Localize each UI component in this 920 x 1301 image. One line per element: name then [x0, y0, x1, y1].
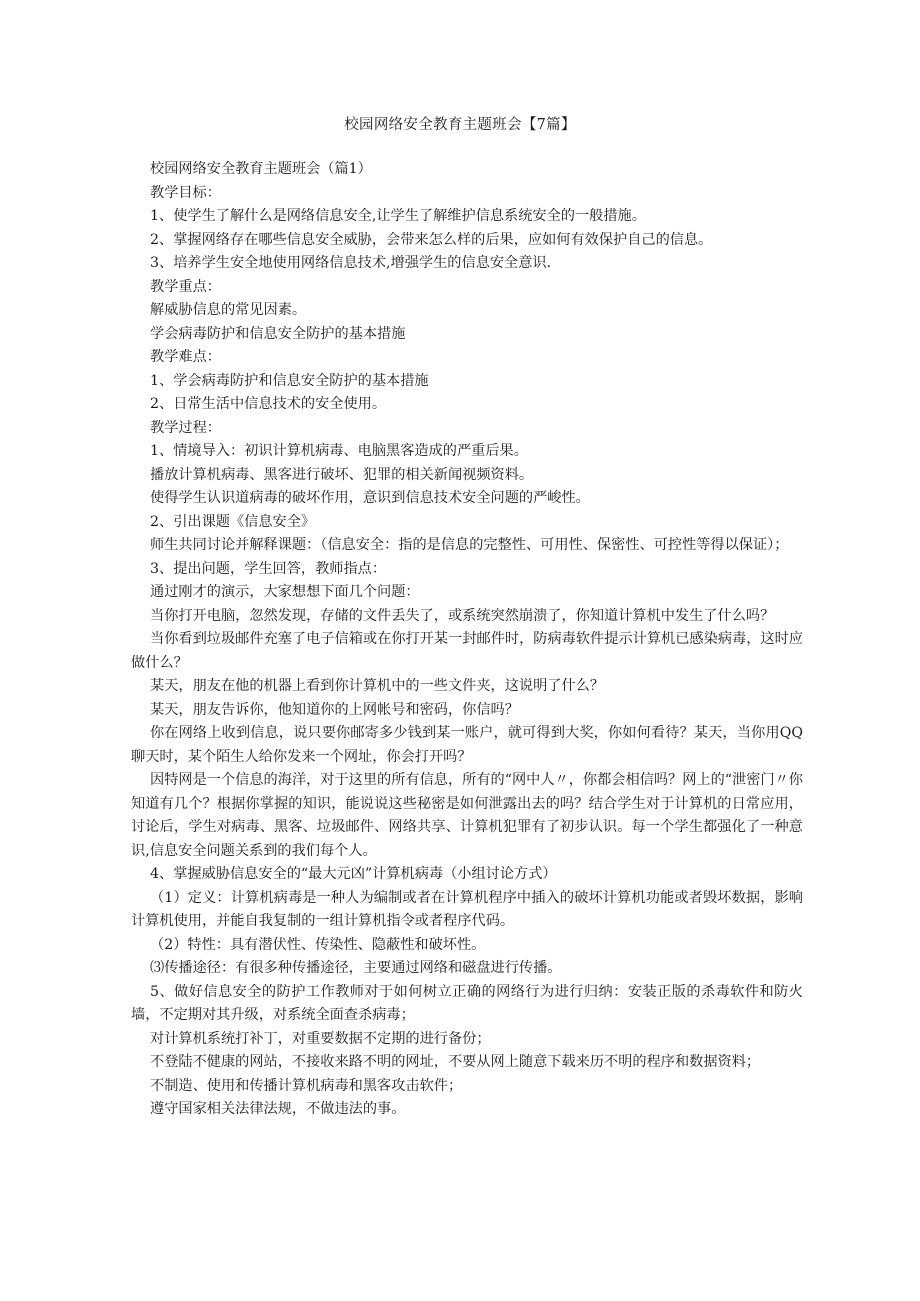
paragraph: 5、做好信息安全的防护工作教师对于如何树立正确的网络行为进行归纳：安装正版的杀毒软件和防火墙，不定期对其升级，对系统全面查杀病毒； — [131, 983, 803, 1023]
paragraph: 4、掌握威胁信息安全的“最大元凶”计算机病毒（小组讨论方式） — [150, 866, 557, 882]
paragraph: 播放计算机病毒、黑客进行破坏、犯罪的相关新闻视频资料。 — [150, 466, 534, 483]
paragraph: ⑶传播途径：有很多种传播途径，主要通过网络和磁盘进行传播。 — [150, 960, 562, 976]
paragraph: 1、学会病毒防护和信息安全防护的基本措施 — [150, 372, 429, 389]
document-title: 校园网络安全教育主题班会【7篇】 — [344, 117, 576, 133]
paragraph: 遵守国家相关法律法规，不做违法的事。 — [150, 1101, 406, 1117]
paragraph: 1、使学生了解什么是网络信息安全,让学生了解维护信息系统安全的一般措施。 — [150, 208, 646, 224]
paragraph: 教学重点： — [150, 278, 221, 295]
paragraph: （2）特性：具有潜伏性、传染性、隐蔽性和破坏性。 — [150, 936, 486, 953]
paragraph: 2、掌握网络存在哪些信息安全威胁，会带来怎么样的后果，应如何有效保护自己的信息。 — [150, 231, 713, 248]
paragraph: 通过刚才的演示，大家想想下面几个问题： — [150, 584, 420, 600]
document-body — [131, 158, 803, 1122]
paragraph: 2、日常生活中信息技术的安全使用。 — [150, 396, 387, 412]
paragraph: 3、培养学生安全地使用网络信息技术,增强学生的信息安全意识. — [150, 255, 552, 271]
paragraph: 学会病毒防护和信息安全防护的基本措施 — [150, 325, 406, 342]
paragraph: 解威胁信息的常见因素。 — [150, 302, 307, 318]
paragraph: 教学目标： — [150, 184, 221, 201]
paragraph: 因特网是一个信息的海洋，对于这里的所有信息，所有的“网中人〃，你都会相信吗？网上的“泄密门〃你知道有几个？根据你掌握的知识，能说说这些秘密是如何泄露出去的吗？结合学生对于计算机的日常应用，讨论后，学生对病毒、黑客、垃圾邮件、网络共享、计算机犯罪有了初步认识。每一个学生都强化了一种意识,信息安全问题关系到的我们每个人。 — [131, 772, 803, 859]
paragraph: 1、情境导入：初识计算机病毒、电脑黑客造成的严重后果。 — [150, 443, 528, 459]
paragraph: 3、提出问题，学生回答，教师指点： — [150, 560, 387, 577]
paragraph: 某天，朋友在他的机器上看到你计算机中的一些文件夹，这说明了什么？ — [150, 678, 605, 694]
paragraph: 当你看到垃圾邮件充塞了电子信箱或在你打开某一封邮件时，防病毒软件提示计算机已感染病毒，这时应做什么？ — [131, 631, 803, 671]
paragraph: 教学难点： — [150, 349, 221, 365]
paragraph: 当你打开电脑，忽然发现，存储的文件丢失了，或系统突然崩溃了，你知道计算机中发生了什么吗？ — [150, 607, 775, 624]
paragraph: 师生共同讨论并解释课题：（信息安全：指的是信息的完整性、可用性、保密性、可控性等得以保证）； — [150, 537, 789, 553]
paragraph: 不制造、使用和传播计算机病毒和黑客攻击软件； — [150, 1077, 463, 1094]
paragraph: 教学过程： — [150, 419, 221, 436]
paragraph: 不登陆不健康的网站，不接收来路不明的网址，不要从网上随意下载来历不明的程序和数据资料； — [150, 1054, 761, 1070]
paragraph: 某天，朋友告诉你，他知道你的上网帐号和密码，你信吗？ — [150, 701, 519, 718]
paragraph: （1）定义：计算机病毒是一种人为编制或者在计算机程序中插入的破坏计算机功能或者毁坏数据，影响计算机使用，并能自我复制的一组计算机指令或者程序代码。 — [131, 889, 803, 929]
paragraph: 对计算机系统打补丁，对重要数据不定期的进行备份； — [150, 1030, 491, 1047]
paragraph: 2、引出课题《信息安全》 — [150, 513, 316, 530]
paragraph: 你在网络上收到信息，说只要你邮寄多少钱到某一账户，就可得到大奖，你如何看待？某天，当你用QQ聊天时，某个陌生人给你发来一个网址，你会打开吗？ — [131, 725, 803, 765]
paragraph: 使得学生认识道病毒的破坏作用，意识到信息技术安全问题的严峻性。 — [150, 490, 590, 506]
section-heading: 校园网络安全教育主题班会（篇1） — [150, 161, 372, 177]
